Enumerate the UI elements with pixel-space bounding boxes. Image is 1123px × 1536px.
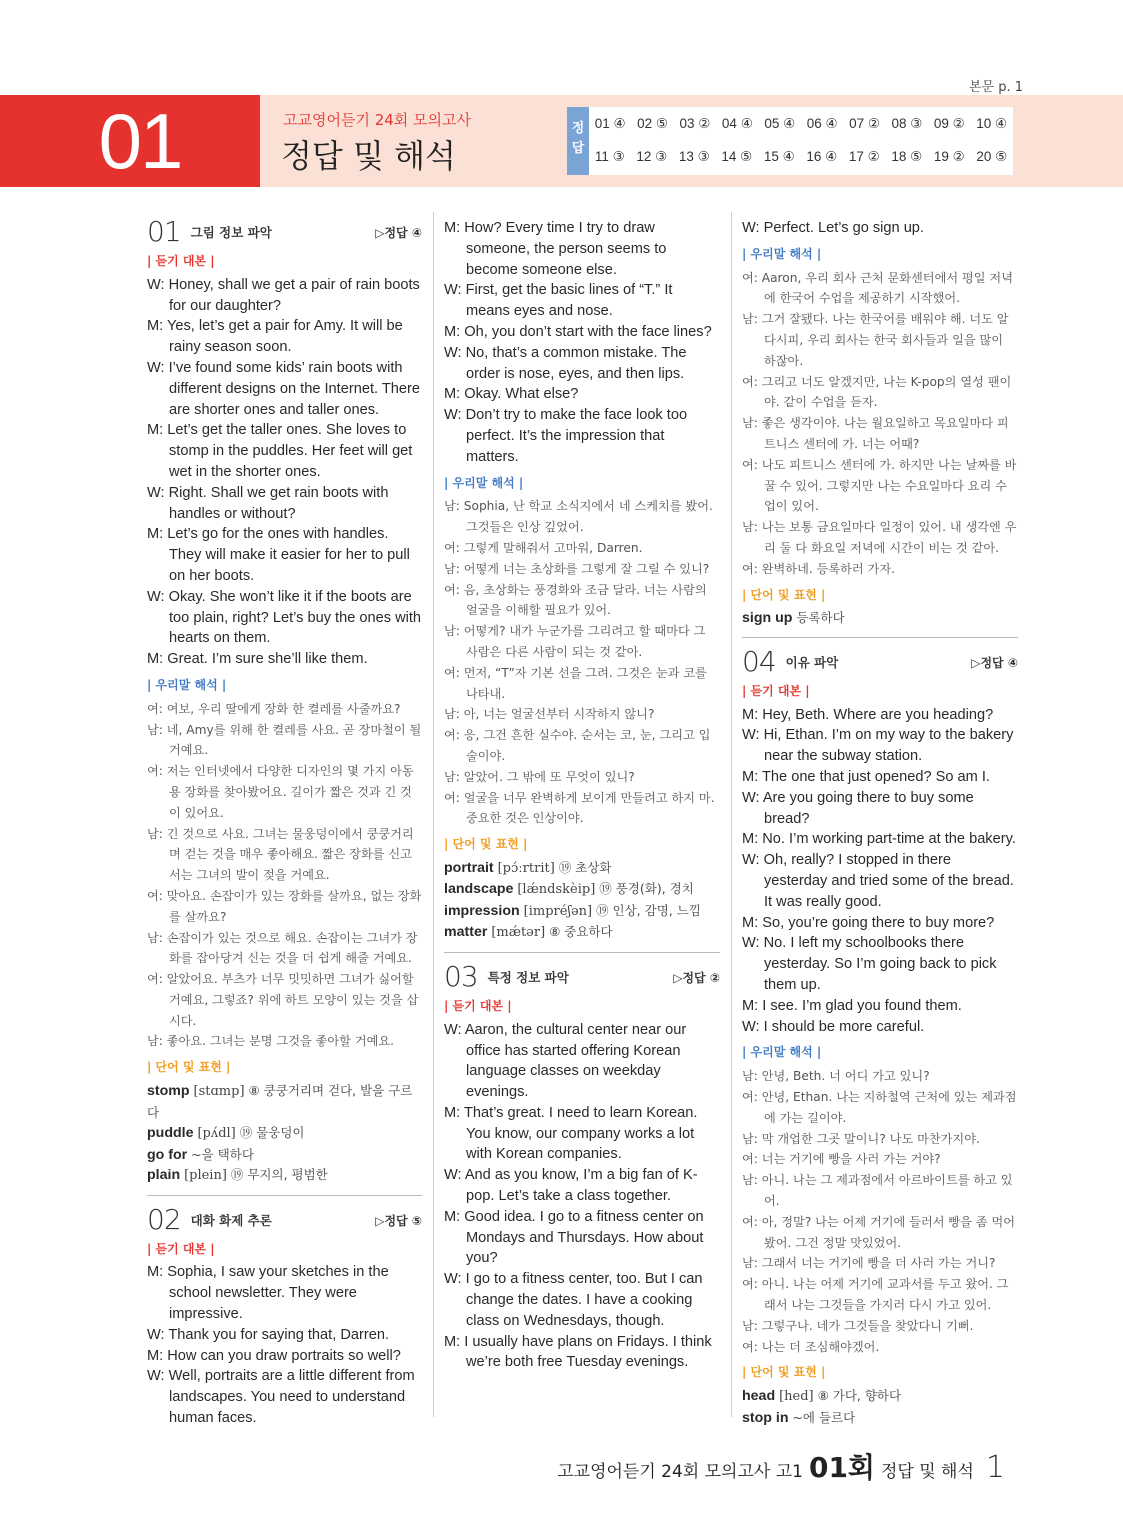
translation-line: 여: 맞아요. 손잡이가 있는 장화를 살까요, 없는 장화를 살까요?	[147, 888, 422, 924]
word-meaning: ⑲ 초상화	[558, 859, 612, 875]
word-term: stop in	[742, 1409, 789, 1426]
word-term: stomp	[147, 1083, 190, 1100]
translation-line: 남: 나는 보통 금요일마다 일정이 있어. 내 생각엔 우리 둘 다 화요일 저녁에 시간이 비는 것 같아.	[742, 520, 1017, 555]
answer-item: 18 ⑤	[891, 149, 923, 164]
answer-item: 07 ②	[849, 116, 880, 131]
word-term: go for	[147, 1146, 188, 1163]
translation-line: 여: 알았어요. 부츠가 너무 밋밋하면 그녀가 싫어할 거예요, 그렇죠? 위에 하트 모양이 있는 것을 삽시다.	[147, 972, 419, 1028]
script-line: M: I see. I’m glad you found them.	[742, 997, 962, 1014]
script-block-continued	[742, 218, 1018, 239]
script-line: M: Let’s get the taller ones. She loves to stomp in the puddles. Her feet will get wet in the shorter ones.	[147, 422, 413, 480]
answer-item: 19 ②	[933, 149, 965, 164]
translation-line: 여: 얼굴을 너무 완벽하게 보이게 만들려고 하지 마. 중요한 것은 인상이야.	[444, 790, 715, 826]
script-line: W: Oh, really? I stopped in there yesterday and tried some of the bread. It was really good.	[742, 852, 1014, 910]
word-term: portrait	[444, 859, 494, 876]
words-label: | 단어 및 표현 |	[742, 587, 826, 602]
section-type: 그림 정보 파악	[190, 225, 272, 241]
script-block	[147, 1262, 422, 1428]
word-phonetic: [stɑmp]	[193, 1084, 245, 1100]
section-heading-02	[147, 1202, 422, 1236]
script-line: W: Are you going there to buy some bread?	[742, 789, 974, 827]
script-line: W: Well, portraits are a little different from landscapes. You need to understand human faces.	[147, 1368, 415, 1426]
translation-line: 남: 그거 잘됐다. 나는 한국어를 배워야 해. 너도 알다시피, 우리 회사는 한국 회사들과 일을 많이 하잖아.	[742, 312, 1009, 368]
script-line: W: I should be more careful.	[742, 1018, 925, 1035]
word-entry	[147, 1123, 422, 1145]
section-divider	[147, 1195, 422, 1196]
script-line: W: I go to a fitness center, too. But I can change the dates. I have a cooking class on Wednesdays, though.	[444, 1271, 703, 1329]
script-line: W: Thank you for saying that, Darren.	[147, 1326, 389, 1343]
answer-item: 10 ④	[976, 116, 1008, 131]
translation-line: 여: Aaron, 우리 회사 근처 문화센터에서 평일 저녁에 한국어 수업을 제공하기 시작했어.	[742, 270, 1013, 306]
script-line: M: Yes, let’s get a pair for Amy. It will be rainy season soon.	[147, 318, 403, 356]
word-entry	[147, 1081, 422, 1123]
word-term: landscape	[444, 881, 514, 898]
word-meaning: ⑲ 물웅덩이	[239, 1125, 305, 1141]
word-entry	[444, 901, 720, 923]
script-line: W: Hi, Ethan. I’m on my way to the bakery near the subway station.	[742, 727, 1014, 765]
word-meaning: 등록하다	[796, 610, 845, 626]
translation-line: 남: 손잡이가 있는 것으로 해요. 손잡이는 그녀가 장화를 잡아당겨 신는 것을 더 쉽게 해줄 거예요.	[147, 930, 418, 966]
translation-line: 여: 아니. 나는 어제 거기에 교과서를 두고 왔어. 그래서 나는 그것들을 가지러 다시 가고 있어.	[742, 1277, 1009, 1312]
answer-item: 16 ④	[806, 149, 838, 164]
answer-item: 14 ⑤	[721, 149, 753, 164]
word-meaning: ⑲ 무지의, 평범한	[230, 1167, 328, 1183]
translation-block	[147, 699, 422, 1053]
script-line: M: The one that just opened? So am I.	[742, 769, 990, 786]
word-phonetic: [impréʃən]	[523, 903, 593, 919]
word-meaning: ~에 들르다	[792, 1409, 856, 1425]
script-block	[444, 1020, 720, 1374]
translation-block	[444, 496, 720, 829]
translation-label: | 우리말 해석 |	[147, 677, 227, 692]
page-title: 정답 및 해석	[281, 137, 456, 175]
section-number: 03	[444, 959, 478, 993]
script-block-continued	[444, 218, 720, 468]
script-line: W: Don’t try to make the face look too perfect. It’s the impression that matters.	[444, 407, 688, 465]
translation-label: | 우리말 해석 |	[742, 246, 822, 261]
word-entry	[742, 608, 1018, 629]
script-line: W: Honey, shall we get a pair of rain boots for our daughter?	[147, 276, 420, 314]
translation-line: 여: 그렇게 말해줘서 고마워, Darren.	[444, 540, 643, 555]
script-line: W: Aaron, the cultural center near our office has started offering Korean language classes on weekday evenings.	[444, 1021, 687, 1101]
script-line: M: How can you draw portraits so well?	[147, 1347, 401, 1364]
script-line: M: Good idea. I go to a fitness center on Mondays and Thursdays. How about you?	[444, 1208, 704, 1267]
word-entry	[444, 879, 720, 901]
column-1	[147, 215, 422, 1429]
page-footer	[557, 1446, 1005, 1486]
script-line: W: I’ve found some kids’ rain boots with different designs on the Internet. There are shorter ones and taller ones.	[147, 359, 420, 418]
section-divider	[742, 637, 1018, 638]
words-block	[147, 1081, 422, 1187]
header-subtitle: 고교영어듣기 24회 모의고사	[283, 111, 472, 129]
section-answer: ▷정답 ②	[673, 971, 720, 986]
translation-block	[742, 268, 1018, 580]
words-block	[742, 1386, 1018, 1428]
script-line: M: Okay. What else?	[444, 386, 579, 403]
words-label: | 단어 및 표현 |	[742, 1365, 826, 1380]
word-entry	[742, 1386, 1018, 1408]
words-label: | 단어 및 표현 |	[147, 1060, 231, 1075]
answer-item: 04 ④	[721, 116, 753, 131]
translation-line: 남: 어떻게? 내가 누군가를 그리려고 할 때마다 그 사람은 다른 사람이 되는 것 같아.	[444, 624, 706, 659]
translation-line: 남: 아니. 나는 그 제과점에서 아르바이트를 하고 있어.	[742, 1173, 1013, 1208]
translation-line: 여: 응, 그건 흔한 실수야. 순서는 코, 눈, 그리고 입술이야.	[444, 728, 711, 763]
answer-item: 06 ④	[806, 116, 838, 131]
word-meaning: ~을 택하다	[191, 1146, 254, 1162]
script-line: M: How? Every time I try to draw someone, the person seems to become someone else.	[444, 220, 667, 278]
translation-line: 남: 막 개업한 그곳 말이니? 나도 마찬가지야.	[742, 1131, 980, 1146]
translation-line: 여: 그리고 너도 알겠지만, 나는 K-pop의 열성 팬이야. 같이 수업을 듣자.	[742, 374, 1012, 410]
translation-line: 남: 그래서 너는 거기에 빵을 더 사러 가는 거니?	[742, 1256, 996, 1271]
answer-item: 05 ④	[764, 116, 796, 131]
word-phonetic: [mǽtər]	[491, 925, 546, 941]
translation-block	[742, 1066, 1018, 1357]
translation-line: 여: 먼저, “T”자 기본 선을 그려. 그것은 눈과 코를 나타내.	[444, 665, 707, 701]
section-number: 04	[742, 644, 776, 678]
script-block	[147, 275, 422, 670]
answer-item: 08 ③	[891, 116, 923, 131]
word-phonetic: [plein]	[184, 1168, 227, 1184]
script-line: M: Sophia, I saw your sketches in the school newsletter. They were impressive.	[147, 1264, 389, 1322]
translation-line: 여: 너는 거기에 빵을 사러 가는 거야?	[742, 1152, 941, 1167]
translation-line: 남: Sophia, 난 학교 소식지에서 네 스케치를 봤어. 그것들은 인상 깊었어.	[444, 499, 713, 535]
footer-label: 정답 및 해석	[880, 1462, 974, 1482]
answer-item: 01 ④	[594, 116, 626, 131]
column-divider	[731, 212, 732, 1417]
script-block	[742, 705, 1018, 1038]
section-type: 이유 파악	[785, 655, 839, 671]
footer-round: 01회	[808, 1451, 875, 1484]
section-heading-03	[444, 959, 720, 993]
word-term: head	[742, 1388, 776, 1405]
translation-line: 남: 긴 것으로 사요. 그녀는 물웅덩이에서 쿵쿵거리며 걷는 것을 매우 좋아해요. 짧은 장화를 신고서는 그녀의 발이 젖을 거예요.	[147, 826, 414, 883]
section-answer: ▷정답 ④	[375, 226, 422, 241]
header-band	[0, 95, 1123, 187]
column-2	[444, 218, 720, 1373]
page-reference: 본문 p. 1	[968, 80, 1023, 95]
translation-line: 여: 아, 정말? 나는 어제 거기에 들러서 빵을 좀 먹어봤어. 그건 정말 맛있었어.	[742, 1214, 1016, 1250]
translation-line: 남: 어떻게 너는 초상화를 그렇게 잘 그릴 수 있니?	[444, 561, 710, 576]
translation-line: 여: 안녕, Ethan. 나는 지하철역 근처에 있는 제과점에 가는 길이야.	[742, 1089, 1017, 1125]
translation-label: | 우리말 해석 |	[444, 475, 524, 490]
answer-item: 11 ③	[594, 149, 625, 164]
footer-series: 고교영어듣기 24회 모의고사 고1	[557, 1462, 803, 1482]
script-line: M: Oh, you don’t start with the face lines?	[444, 323, 712, 340]
word-term: plain	[147, 1167, 181, 1184]
word-phonetic: [pʌ́dl]	[197, 1126, 236, 1142]
words-block	[444, 858, 720, 944]
word-meaning: ⑧ 쿵쿵거리며 걷다, 발을 구르다	[147, 1083, 413, 1120]
answer-item: 13 ③	[678, 149, 710, 164]
section-number: 01	[147, 215, 181, 248]
translation-line: 남: 좋은 생각이야. 나는 월요일하고 목요일마다 피트니스 센터에 가. 너는 어때?	[742, 416, 1009, 451]
translation-line: 여: 음, 초상화는 풍경화와 조금 달라. 너는 사람의 얼굴을 이해할 필요가 있어.	[444, 582, 707, 618]
script-line: W: Okay. She won’t like it if the boots are too plain, right? Let’s buy the ones with hearts on them.	[147, 588, 422, 647]
answer-item: 02 ⑤	[637, 116, 669, 131]
word-meaning: ⑲ 풍경(화), 경치	[599, 881, 694, 897]
section-divider	[444, 952, 720, 953]
script-line: W: First, get the basic lines of “T.” It means eyes and nose.	[444, 282, 673, 320]
word-term: sign up	[742, 610, 793, 627]
section-type: 특정 정보 파악	[487, 970, 569, 986]
script-line: M: I usually have plans on Fridays. I think we’re both free Tuesday evenings.	[444, 1333, 712, 1371]
answer-item: 17 ②	[848, 149, 880, 164]
section-answer: ▷정답 ④	[971, 656, 1018, 671]
section-answer: ▷정답 ⑤	[375, 1213, 422, 1228]
answer-item: 12 ③	[636, 149, 668, 164]
word-term: matter	[444, 924, 488, 941]
answer-row-1	[589, 116, 1013, 132]
word-entry	[444, 858, 720, 880]
answer-key-label: 정답	[567, 107, 589, 175]
script-label: | 듣기 대본 |	[147, 1241, 215, 1256]
word-term: puddle	[147, 1125, 194, 1142]
word-entry	[147, 1145, 422, 1166]
section-heading-04	[742, 644, 1018, 678]
script-label: | 듣기 대본 |	[742, 683, 810, 698]
translation-line: 여: 나도 피트니스 센터에 가. 하지만 나는 날짜를 바꿀 수 있어. 그렇지만 나는 수요일마다 요리 수업이 있어.	[742, 457, 1017, 514]
translation-label: | 우리말 해석 |	[742, 1045, 822, 1060]
translation-line: 여: 저는 인터넷에서 다양한 디자인의 몇 가지 아동용 장화를 찾아봤어요. 길이가 짧은 것과 긴 것이 있어요.	[147, 764, 414, 820]
translation-line: 여: 완벽하네. 등록하러 가자.	[742, 561, 895, 576]
script-label: | 듣기 대본 |	[444, 998, 512, 1013]
section-number: 02	[147, 1202, 181, 1236]
translation-line: 남: 그렇구나. 네가 그것들을 찾았다니 기뻐.	[742, 1318, 974, 1333]
column-3	[742, 218, 1018, 1428]
word-phonetic: [lǽndskèip]	[517, 882, 596, 898]
test-number: 01	[0, 95, 260, 187]
word-phonetic: [pɔ́ːrtrit]	[497, 860, 555, 876]
translation-line: 여: 나는 더 조심해야겠어.	[742, 1339, 880, 1354]
script-line: W: No, that’s a common mistake. The order is nose, eyes, and then lips.	[444, 344, 687, 382]
answer-row-2	[589, 149, 1013, 165]
translation-line: 남: 좋아요. 그녀는 분명 그것을 좋아할 거예요.	[147, 1034, 395, 1049]
script-line: W: And as you know, I’m a big fan of K-pop. Let’s take a class together.	[444, 1167, 698, 1205]
page-number: 1	[985, 1450, 1005, 1485]
script-label: | 듣기 대본 |	[147, 254, 215, 268]
words-block	[742, 608, 1018, 629]
word-entry	[742, 1408, 1018, 1429]
script-line: M: Let’s go for the ones with handles. They will make it easier for her to pull on her boots.	[147, 526, 410, 584]
answer-item: 15 ④	[763, 149, 795, 164]
answer-item: 09 ②	[933, 116, 965, 131]
script-line: M: Great. I’m sure she’ll like them.	[147, 651, 368, 668]
word-phonetic: [hed]	[779, 1389, 814, 1405]
translation-line: 남: 안녕, Beth. 너 어디 가고 있니?	[742, 1069, 930, 1084]
answer-key-box	[567, 107, 1013, 175]
word-meaning: ⑧ 가다, 향하다	[817, 1388, 902, 1404]
words-label: | 단어 및 표현 |	[444, 837, 528, 852]
script-line: M: No. I’m working part-time at the bakery.	[742, 831, 1016, 848]
word-meaning: ⑲ 인상, 감명, 느낌	[596, 902, 701, 918]
translation-line: 남: 네, Amy를 위해 한 켤레를 사요. 곧 장마철이 될 거예요.	[147, 722, 422, 758]
translation-line: 남: 아, 너는 얼굴선부터 시작하지 않니?	[444, 707, 655, 722]
script-line: W: Right. Shall we get rain boots with handles or without?	[147, 484, 389, 522]
script-line: M: Hey, Beth. Where are you heading?	[742, 706, 994, 723]
answer-item: 20 ⑤	[976, 149, 1008, 164]
translation-line: 남: 알았어. 그 밖에 또 무엇이 있니?	[444, 769, 635, 784]
word-meaning: ⑧ 중요하다	[549, 924, 613, 940]
section-heading-01	[147, 215, 422, 248]
word-entry	[147, 1165, 422, 1187]
script-line: M: That’s great. I need to learn Korean. You know, our company works a lot with Korean companies.	[444, 1104, 698, 1163]
script-line: W: Perfect. Let’s go sign up.	[742, 220, 924, 236]
word-term: impression	[444, 902, 520, 919]
word-entry	[444, 922, 720, 944]
translation-line: 여: 여보, 우리 딸에게 장화 한 켤레를 사줄까요?	[147, 701, 401, 716]
script-line: W: No. I left my schoolbooks there yesterday. So I’m going back to pick them up.	[742, 935, 997, 993]
column-divider	[433, 212, 434, 1417]
section-type: 대화 화제 추론	[190, 1212, 272, 1228]
answer-item: 03 ②	[679, 116, 711, 131]
script-line: M: So, you’re going there to buy more?	[742, 914, 995, 931]
